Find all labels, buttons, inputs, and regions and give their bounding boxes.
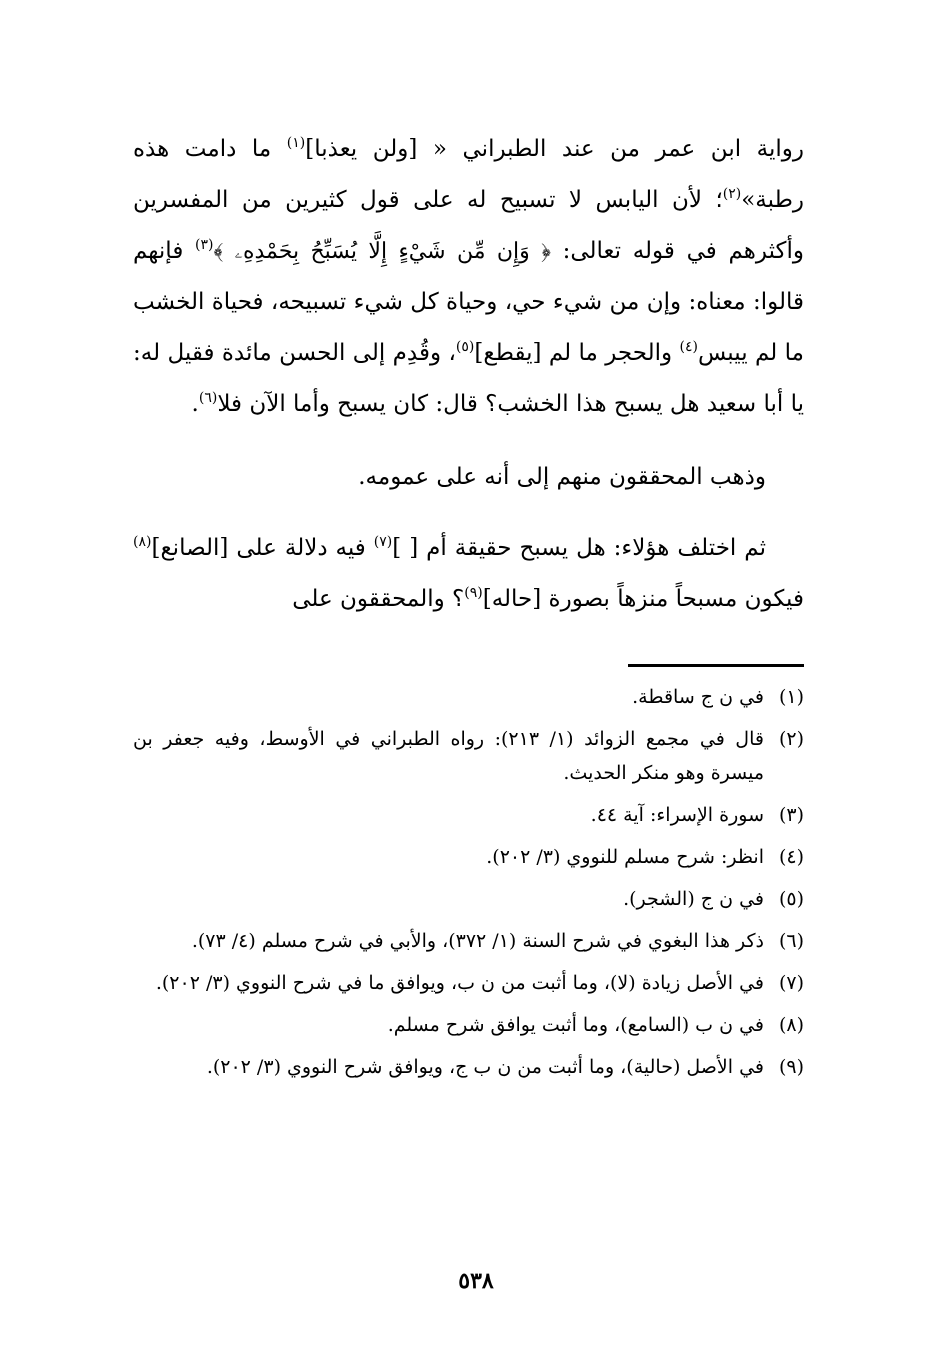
main-text-body [133,124,804,625]
footnote-text: سورة الإسراء: آية ٤٤. [590,804,764,826]
footnote-1 [133,680,804,714]
footnote-9 [133,1050,804,1084]
footnote-ref-5[interactable]: (٥) [455,339,475,355]
footnote-8 [133,1008,804,1042]
footnote-number: (٥) [778,888,804,910]
footnote-number: (٩) [778,1056,804,1078]
text-run: ؛ لأن اليابس لا تسبيح له على قول كثيرين من المفسرين وأكثرهم في قوله تعالى: [133,187,804,264]
footnote-text: قال في مجمع الزوائد (١/ ٢١٣): رواه الطبراني في الأوسط، وفيه جعفر بن ميسرة وهو منكر الحديث. [133,728,764,784]
text-run: رواية ابن عمر من عند الطبراني « [ولن يعذبا] [305,136,804,162]
paragraph-3 [133,523,804,625]
text-run: فإنهم قالوا: معناه: وإن من شيء حي، وحياة كل شيء تسبيحه، فحياة الخشب ما لم ييبس [133,238,804,366]
footnote-ref-8[interactable]: (٨) [133,534,152,550]
footnote-text: ذكر هذا البغوي في شرح السنة (١/ ٣٧٢)، والأبي في شرح مسلم (٤/ ٧٣). [191,930,764,952]
page-number: ٥٣٨ [458,1268,494,1294]
footnote-2 [133,722,804,790]
footnote-text: في ن ج (الشجر). [623,888,764,910]
footnote-text: في الأصل زيادة (لا)، وما أثبت من ن ب، ويوافق ما في شرح النووي (٣/ ٢٠٢). [155,972,764,994]
text-run: فيه دلالة على [الصانع] [151,535,374,561]
footnote-5 [133,882,804,916]
footnote-6 [133,924,804,958]
text-run: والحجر ما لم [يقطع] [474,340,680,366]
footnote-ref-6[interactable]: (٦) [198,390,218,406]
footnote-text: في ن ج ساقطة. [632,686,764,708]
text-run: ثم اختلف هؤلاء: هل يسبح حقيقة أم [ ] [392,535,766,561]
footnote-4 [133,840,804,874]
footnote-number: (٨) [778,1014,804,1036]
footnote-number: (٤) [778,846,804,868]
footnote-number: (٢) [778,728,804,750]
footnote-number: (٦) [778,930,804,952]
footnote-ref-9[interactable]: (٩) [464,585,483,601]
footnote-number: (٧) [778,972,804,994]
footnote-3 [133,798,804,832]
footnote-text: انظر: شرح مسلم للنووي (٣/ ٢٠٢). [486,846,764,868]
text-run: فيكون مسبحاً منزهاً بصورة [حاله] [482,586,804,612]
footnote-7 [133,966,804,1000]
footnote-text: في ن ب (السامع)، وما أثبت يوافق شرح مسلم. [387,1014,764,1036]
footnotes-section [133,680,804,1092]
footnote-ref-4[interactable]: (٤) [679,339,698,355]
footnote-number: (٣) [778,804,804,826]
footnote-ref-7[interactable]: (٧) [373,534,393,550]
footnote-number: (١) [778,686,804,708]
text-run: ما دامت هذه رطبة» [133,136,804,213]
paragraph-1 [133,124,804,430]
paragraph-2: وذهب المحققون منهم إلى أنه على عمومه. [358,464,766,490]
footnote-ref-1[interactable]: (١) [286,135,306,151]
footnote-ref-2[interactable]: (٢) [722,186,742,202]
text-run: . [191,391,199,417]
footnote-separator-rule [628,664,804,667]
text-run: ؟ والمحققون على [292,586,465,612]
footnote-text: في الأصل (حالية)، وما أثبت من ن ب ج، ويوافق شرح النووي (٣/ ٢٠٢). [206,1056,764,1078]
footnote-ref-3[interactable]: (٣) [195,237,214,253]
text-run: ، وقُدِم إلى الحسن مائدة فقيل له: يا أبا سعيد هل يسبح هذا الخشب؟ قال: كان يسبح وأما الآن فلا [133,340,804,417]
quran-verse: ﴿ وَإِن مِّن شَيْءٍ إِلَّا يُسَبِّحُ بِحَمْدِهِۦ ﴾ [213,239,551,264]
